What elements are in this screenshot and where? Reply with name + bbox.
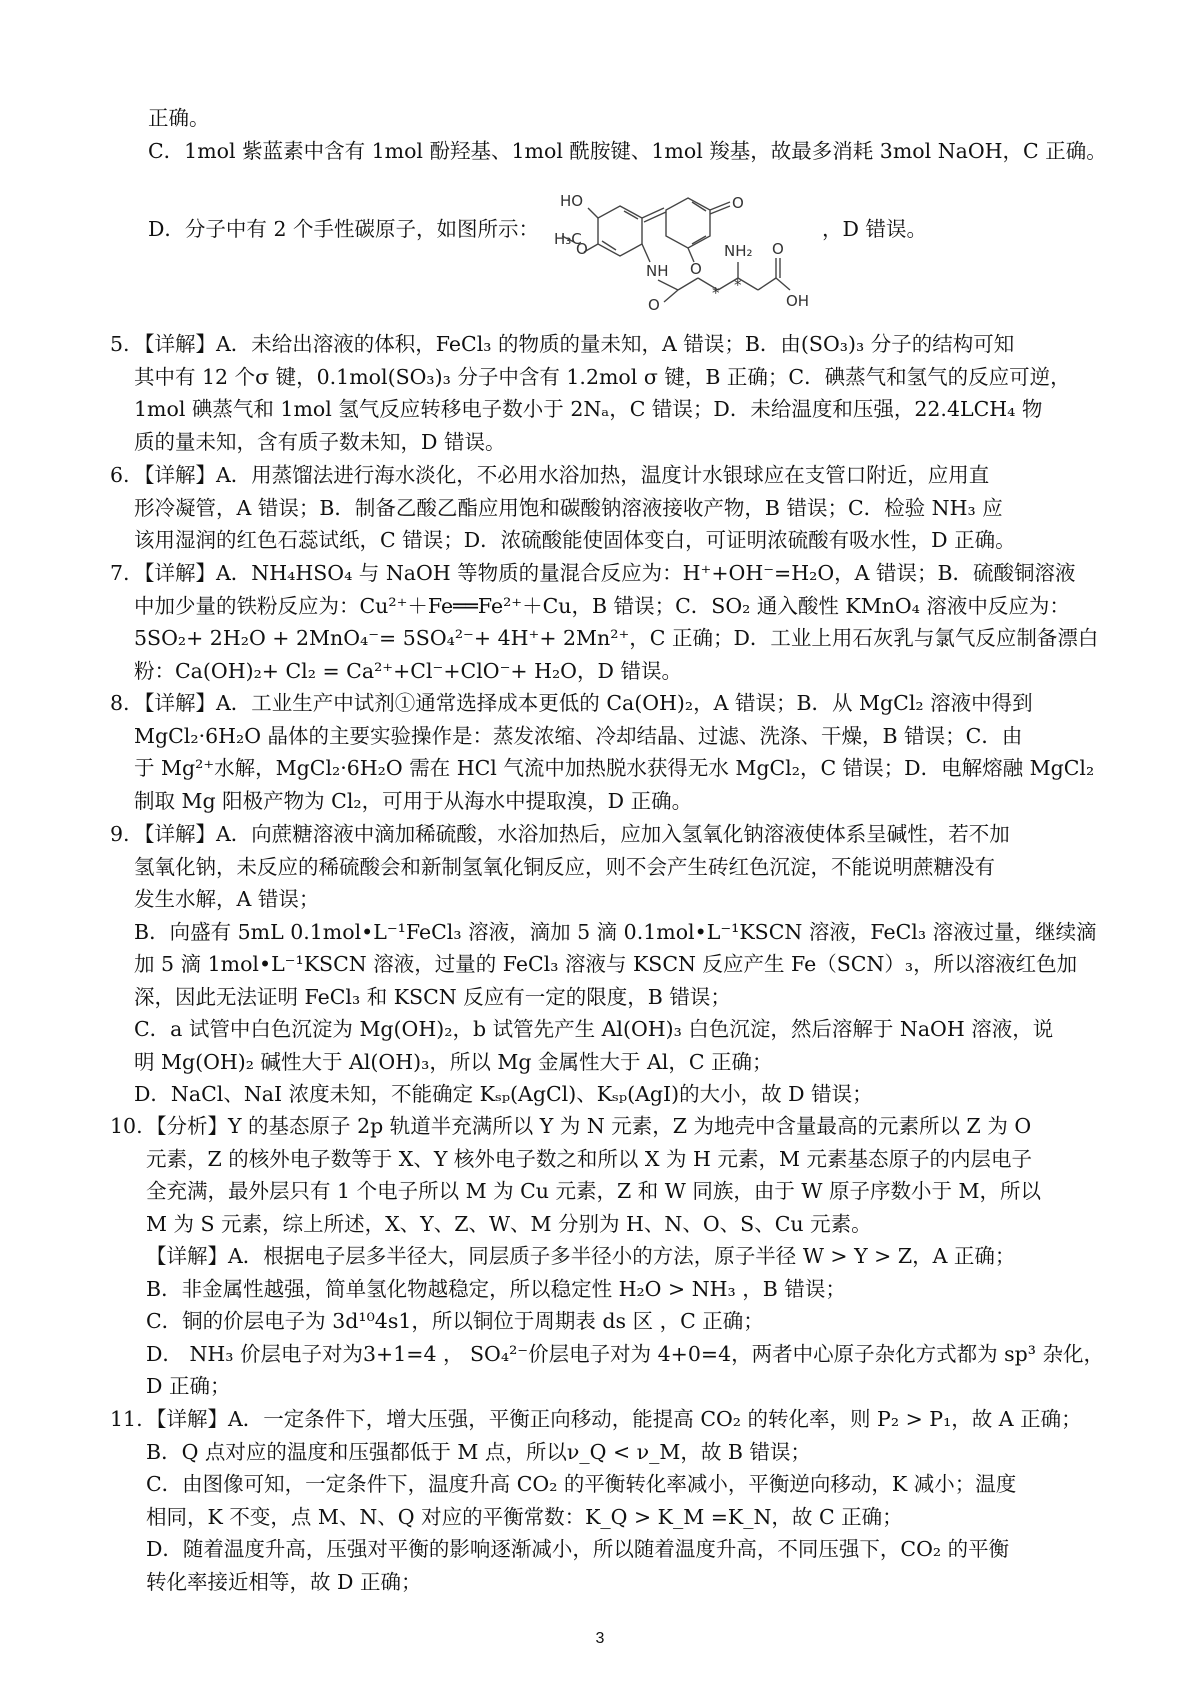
text-line: D．随着温度升高，压强对平衡的影响逐渐减小，所以随着温度升高，不同压强下，CO₂ 的平衡 — [146, 1537, 1010, 1561]
question-5-number — [110, 328, 130, 361]
text-line: D．NaCl、NaI 浓度未知，不能确定 Kₛₚ(AgCl)、Kₛₚ(AgI)的大小，故 D 错误； — [134, 1082, 873, 1106]
text-line: 制取 Mg 阳极产物为 Cl₂，可用于从海水中提取溴，D 正确。 — [134, 788, 693, 813]
question-number: 6. — [110, 463, 130, 487]
question-10-number — [110, 1110, 143, 1143]
text-line: 明 Mg(OH)₂ 碱性大于 Al(OH)₃，所以 Mg 金属性大于 Al，C 正确； — [134, 1049, 773, 1074]
text-line: D． NH₃ 价层电子对为3+1=4 ， SO₄²⁻价层电子对为 4+0=4，两者中心原子杂化方式都为 sp³ 杂化， — [146, 1341, 1105, 1366]
text-line: 【详解】A．NH₄HSO₄ 与 NaOH 等物质的量混合反应为：H⁺+OH⁻=H₂O，A 错误；B．硫酸铜溶液 — [134, 561, 1076, 585]
text-line: 【分析】Y 的基态原子 2p 轨道半充满所以 Y 为 N 元素，Z 为地壳中含量最高的元素所以 Z 为 O — [146, 1114, 1032, 1138]
text-line: 中加少量的铁粉反应为：Cu²⁺＋Fe══Fe²⁺＋Cu，B 错误；C．SO₂ 通入酸性 KMnO₄ 溶液中反应为： — [134, 593, 1070, 618]
question-8 — [134, 687, 1094, 817]
text-line: 该用湿润的红色石蕊试纸，C 错误；D．浓硫酸能使固体变白，可证明浓硫酸有吸水性，D 正确。 — [134, 528, 1016, 552]
methoxy-o-label: O — [576, 240, 588, 258]
question-9-number — [110, 818, 130, 851]
text-line: 【详解】A．根据电子层多半径大，同层质子多半径小的方法，原子半径 W > Y > Z，A 正确； — [146, 1244, 1016, 1268]
text-line: 形冷凝管，A 错误；B．制备乙酸乙酯应用饱和碳酸钠溶液接收产物，B 错误；C．检验 NH₃ 应 — [134, 495, 1003, 520]
question-number: 11. — [110, 1407, 143, 1431]
h3c-label: H₃C — [554, 230, 582, 248]
text-line: C．a 试管中白色沉淀为 Mg(OH)₂，b 试管先产生 Al(OH)₃ 白色沉淀，然后溶解于 NaOH 溶液，说 — [134, 1017, 1054, 1041]
text-line: B．非金属性越强，简单氢化物越稳定，所以稳定性 H₂O > NH₃ ，B 错误； — [146, 1276, 846, 1301]
question-9 — [134, 818, 1097, 1111]
para-4-d — [148, 213, 539, 246]
question-8-number — [110, 687, 130, 720]
question-11 — [146, 1403, 1082, 1598]
acid-o-label: O — [772, 240, 784, 258]
text-line: C．由图像可知，一定条件下，温度升高 CO₂ 的平衡转化率减小，平衡逆向移动，K 减小；温度 — [146, 1472, 1017, 1496]
text-line: 氢氧化钠，未反应的稀硫酸会和新制氢氧化铜反应，则不会产生砖红色沉淀，不能说明蔗糖没有 — [134, 854, 995, 879]
question-10 — [146, 1110, 1104, 1403]
question-7 — [134, 557, 1098, 687]
text-line: 1mol 碘蒸气和 1mol 氢气反应转移电子数小于 2Nₐ，C 错误；D．未给温度和压强，22.4LCH₄ 物 — [134, 397, 1043, 421]
text-line: ，D 错误。 — [822, 217, 927, 241]
nh2-label: NH₂ — [724, 242, 753, 260]
para-4-d-end — [822, 213, 927, 246]
text-line: B．向盛有 5mL 0.1mol•L⁻¹FeCl₃ 溶液，滴加 5 滴 0.1mol•L⁻¹KSCN 溶液，FeCl₃ 溶液过量，继续滴 — [134, 919, 1097, 944]
text-line: 【详解】A．用蒸馏法进行海水淡化，不必用水浴加热，温度计水银球应在支管口附近，应用直 — [134, 463, 990, 487]
text-line: D 正确； — [146, 1374, 231, 1398]
molecule-structure-figure — [554, 186, 820, 314]
chiral-star-1: * — [712, 284, 720, 302]
text-line: 其中有 12 个σ 键，0.1mol(SO₃)₃ 分子中含有 1.2mol σ 键，B 正确；C．碘蒸气和氢气的反应可逆， — [134, 364, 1071, 389]
amide-o-label: O — [648, 296, 660, 314]
question-number: 10. — [110, 1114, 143, 1138]
question-6 — [134, 459, 1016, 557]
ho-label: HO — [560, 192, 584, 210]
question-number: 9. — [110, 822, 130, 846]
text-line: 发生水解，A 错误； — [134, 887, 320, 911]
text-line: 【详解】A．向蔗糖溶液中滴加稀硫酸，水浴加热后，应加入氢氧化钠溶液使体系呈碱性，若不加 — [134, 822, 1010, 846]
quinone-o-label: O — [732, 194, 744, 212]
page-number: 3 — [595, 1630, 605, 1647]
nh-label: NH — [646, 262, 669, 280]
para-4-continued — [148, 102, 1107, 167]
text-line: D．分子中有 2 个手性碳原子，如图所示： — [148, 217, 540, 241]
text-line: 加 5 滴 1mol•L⁻¹KSCN 溶液，过量的 FeCl₃ 溶液与 KSCN 反应产生 Fe（SCN）₃，所以溶液红色加 — [134, 952, 1078, 976]
question-7-number — [110, 557, 130, 590]
text-line: 于 Mg²⁺水解，MgCl₂·6H₂O 需在 HCl 气流中加热脱水获得无水 MgCl₂，C 错误；D．电解熔融 MgCl₂ — [134, 756, 1095, 780]
text-line: 【详解】A．未给出溶液的体积，FeCl₃ 的物质的量未知，A 错误；B．由(SO₃)₃ 分子的结构可知 — [134, 332, 1015, 356]
question-5 — [134, 328, 1071, 458]
text-line: M 为 S 元素，综上所述，X、Y、Z、W、M 分别为 H、N、O、S、Cu 元素。 — [146, 1211, 872, 1236]
text-line: 质的量未知，含有质子数未知，D 错误。 — [134, 429, 506, 454]
text-line: C．1mol 紫蓝素中含有 1mol 酚羟基、1mol 酰胺键、1mol 羧基，故最多消耗 3mol NaOH，C 正确。 — [148, 138, 1107, 163]
text-line: 元素，Z 的核外电子数等于 X、Y 核外电子数之和所以 X 为 H 元素，M 元素基态原子的内层电子 — [146, 1146, 1032, 1171]
text-line: B．Q 点对应的温度和压强都低于 M 点，所以ν_Q < ν_M，故 B 错误； — [146, 1439, 811, 1464]
text-line: 5SO₂+ 2H₂O + 2MnO₄⁻= 5SO₄²⁻+ 4H⁺+ 2Mn²⁺，C 正确；D．工业上用石灰乳与氯气反应制备漂白 — [134, 626, 1099, 650]
question-number: 8. — [110, 691, 130, 715]
ether-o-label: O — [690, 260, 702, 278]
chiral-star-2: * — [734, 276, 742, 294]
text-line: 转化率接近相等，故 D 正确； — [146, 1569, 422, 1594]
text-line: 全充满，最外层只有 1 个电子所以 M 为 Cu 元素，Z 和 W 同族，由于 W 原子序数小于 M，所以 — [146, 1179, 1041, 1203]
text-line: C．铜的价层电子为 3d¹⁰4s1，所以铜位于周期表 ds 区 ，C 正确； — [146, 1309, 764, 1333]
text-line: 正确。 — [148, 106, 210, 130]
oh-label: OH — [786, 292, 810, 310]
question-11-number — [110, 1403, 143, 1436]
question-number: 5. — [110, 332, 130, 356]
question-6-number — [110, 459, 130, 492]
text-line: MgCl₂·6H₂O 晶体的主要实验操作是：蒸发浓缩、冷却结晶、过滤、洗涤、干燥，B 错误；C．由 — [134, 723, 1023, 748]
text-line: 【详解】A．一定条件下，增大压强，平衡正向移动，能提高 CO₂ 的转化率，则 P₂ > P₁，故 A 正确； — [146, 1407, 1082, 1431]
question-number: 7. — [110, 561, 130, 585]
text-line: 深，因此无法证明 FeCl₃ 和 KSCN 反应有一定的限度，B 错误； — [134, 984, 731, 1009]
text-line: 粉：Ca(OH)₂+ Cl₂ = Ca²⁺+Cl⁻+ClO⁻+ H₂O，D 错误。 — [134, 658, 682, 683]
text-line: 【详解】A．工业生产中试剂①通常选择成本更低的 Ca(OH)₂，A 错误；B．从 MgCl₂ 溶液中得到 — [134, 691, 1033, 715]
text-line: 相同，K 不变，点 M、N、Q 对应的平衡常数：K_Q > K_M =K_N，故 C 正确； — [146, 1504, 903, 1529]
